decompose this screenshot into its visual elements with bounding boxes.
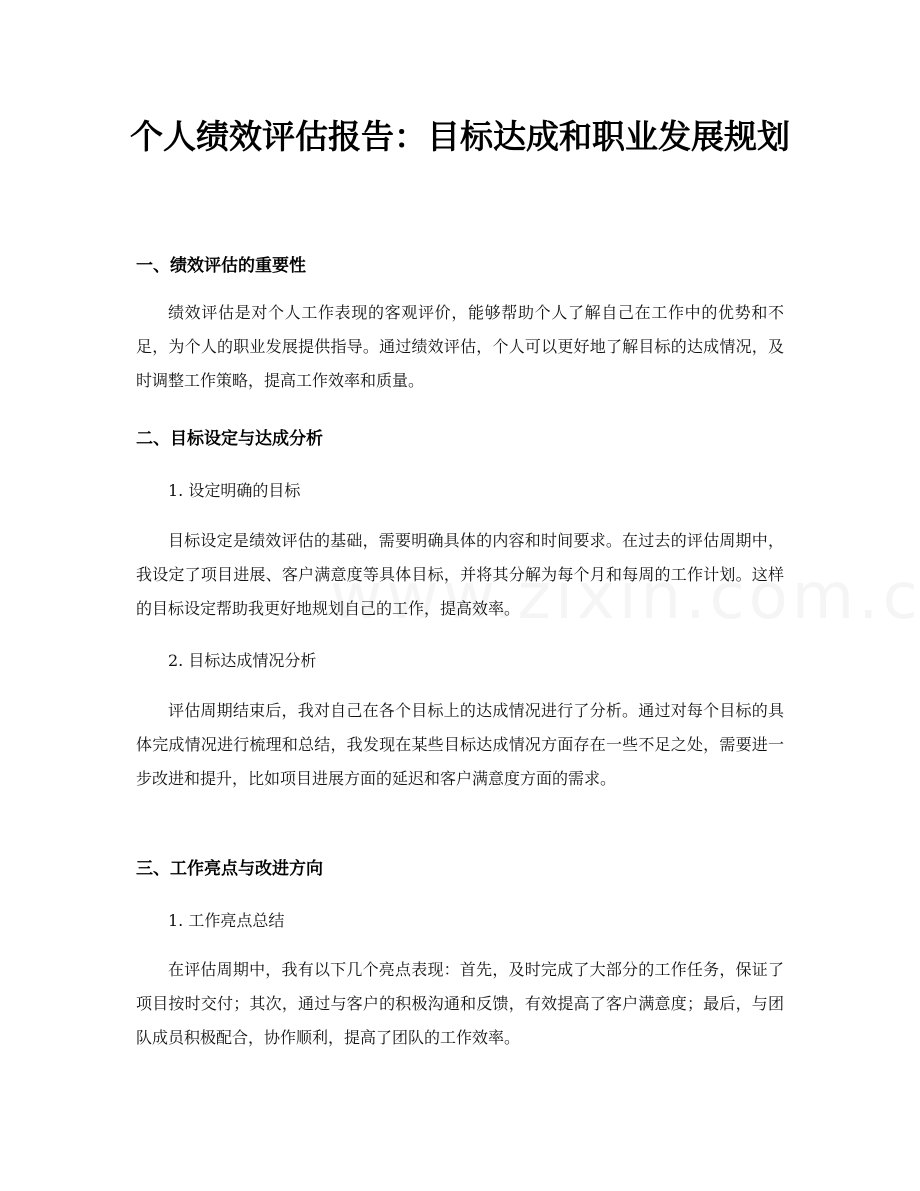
section-2-subheading-2: 2. 目标达成情况分析 — [168, 651, 317, 670]
section-heading-1: 一、绩效评估的重要性 — [136, 256, 306, 276]
section-heading-2: 二、目标设定与达成分析 — [136, 429, 323, 449]
section-heading-3: 三、工作亮点与改进方向 — [136, 859, 323, 879]
document-title: 个人绩效评估报告：目标达成和职业发展规划 — [130, 117, 790, 156]
section-2-paragraph-2: 评估周期结束后，我对自己在各个目标上的达成情况进行了分析。通过对每个目标的具体完成情况进行梳理和总结，我发现在某些目标达成情况方面存在一些不足之处，需要进一步改进和提升，比如项目进展方面的延迟和客户满意度方面的需求。 — [136, 701, 784, 788]
section-3-subheading-1: 1. 工作亮点总结 — [168, 911, 285, 930]
section-3-paragraph-1: 在评估周期中，我有以下几个亮点表现：首先，及时完成了大部分的工作任务，保证了项目按时交付；其次，通过与客户的积极沟通和反馈，有效提高了客户满意度；最后，与团队成员积极配合，协作顺利，提高了团队的工作效率。 — [136, 960, 784, 1047]
section-1-paragraph: 绩效评估是对个人工作表现的客观评价，能够帮助个人了解自己在工作中的优势和不足，为个人的职业发展提供指导。通过绩效评估，个人可以更好地了解目标的达成情况，及时调整工作策略，提高工作效率和质量。 — [136, 303, 784, 390]
section-2-paragraph-1: 目标设定是绩效评估的基础，需要明确具体的内容和时间要求。在过去的评估周期中，我设定了项目进展、客户满意度等具体目标，并将其分解为每个月和每周的工作计划。这样的目标设定帮助我更好地规划自己的工作，提高效率。 — [136, 531, 784, 618]
section-2-subheading-1: 1. 设定明确的目标 — [168, 481, 301, 500]
